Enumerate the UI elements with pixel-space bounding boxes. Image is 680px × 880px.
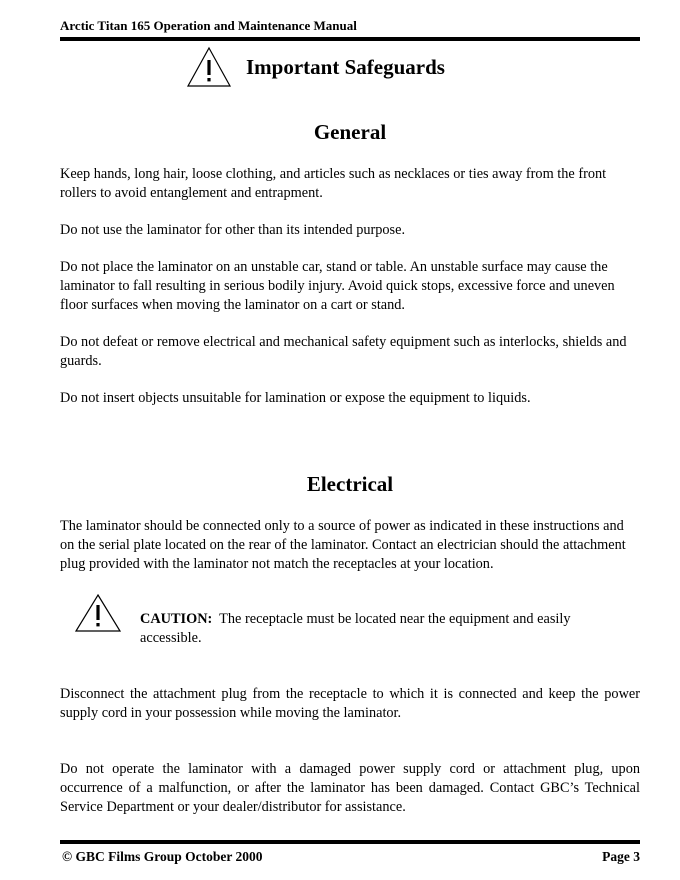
electrical-paragraph-1: The laminator should be connected only to a source of power as indicated in these instructions and on the serial plate located on the rear of the laminator. Contact an electrician should the attachment plug provided with the laminator not match the receptacles at your location. xyxy=(60,518,626,572)
footer-copyright: © GBC Films Group October 2000 xyxy=(62,849,263,864)
page-title-row xyxy=(186,46,445,88)
section-heading-general: General xyxy=(313,120,387,144)
general-paragraph-2: Do not use the laminator for other than its intended purpose. xyxy=(60,222,406,238)
caution-note xyxy=(140,610,620,648)
electrical-paragraph-2: Disconnect the attachment plug from the receptacle to which it is connected and keep the power supply cord in your possession while moving the laminator. xyxy=(60,686,640,721)
warning-triangle-icon xyxy=(186,46,232,88)
caution-triangle-icon xyxy=(74,593,122,633)
footer-rule xyxy=(60,840,640,844)
caution-label: CAUTION: xyxy=(140,611,213,627)
footer-page-number: Page 3 xyxy=(602,849,640,864)
general-paragraph-1: Keep hands, long hair, loose clothing, and articles such as necklaces or ties away from the front rollers to avoid entanglement and entrapment. xyxy=(60,166,607,201)
document-header-title: Arctic Titan 165 Operation and Maintenance Manual xyxy=(60,18,357,33)
general-paragraph-3: Do not place the laminator on an unstable car, stand or table. An unstable surface may cause the laminator to fall resulting in serious bodily injury. Avoid quick stops, excessive force and uneven floor surfaces when moving the laminator on a cart or stand. xyxy=(60,259,615,313)
general-paragraph-5: Do not insert objects unsuitable for lamination or expose the equipment to liquids. xyxy=(60,390,531,406)
header-rule xyxy=(60,37,640,41)
caution-text: The receptacle must be located near the equipment and easily accessible. xyxy=(140,611,571,646)
section-heading-electrical: Electrical xyxy=(306,472,394,496)
electrical-paragraph-3: Do not operate the laminator with a damaged power supply cord or attachment plug, upon occurrence of a malfunction, or after the laminator has been damaged. Contact GBC’s Technical Service Department or your dealer/distributor for assistance. xyxy=(60,761,640,815)
general-paragraph-4: Do not defeat or remove electrical and mechanical safety equipment such as interlocks, shields and guards. xyxy=(60,334,627,369)
page-title: Important Safeguards xyxy=(246,54,445,79)
